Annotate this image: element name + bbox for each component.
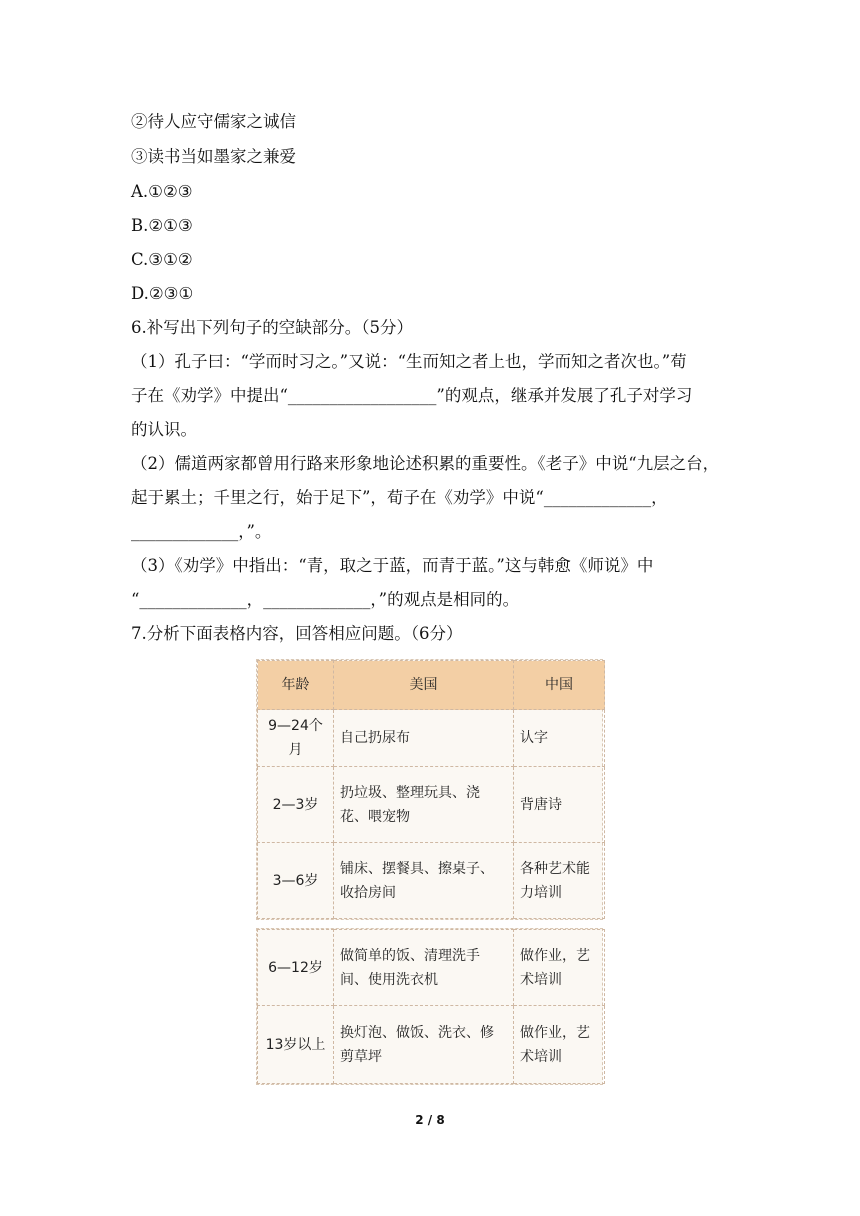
choice-c: C.③①② [131, 250, 193, 269]
cell-age: 13岁以上 [258, 1006, 334, 1084]
table-row [258, 767, 605, 843]
choice-b: B.②①③ [131, 216, 193, 235]
cell-china: 认字 [514, 710, 605, 767]
question-6-3-line1: （3）《劝学》中指出：“青，取之于蓝，而青于蓝。”这与韩愈《师说》中 [131, 556, 654, 575]
cell-china: 做作业，艺术培训 [514, 1006, 605, 1084]
comparison-table-continued [257, 929, 605, 1084]
cell-china: 做作业，艺术培训 [514, 930, 605, 1006]
cell-age: 2—3岁 [258, 767, 334, 843]
cell-age: 3—6岁 [258, 843, 334, 919]
table-row [258, 930, 605, 1006]
question-6-2-line1: （2）儒道两家都曾用行路来形象地论述积累的重要性。《老子》中说“九层之台， [131, 454, 720, 473]
question-6-1-line3: 的认识。 [131, 420, 197, 439]
cell-usa: 做简单的饭、清理洗手间、使用洗衣机 [334, 930, 514, 1006]
table-header-row [258, 661, 605, 710]
table-part-1 [256, 659, 603, 920]
table-row [258, 1006, 605, 1084]
question-6-1-line1: （1）孔子曰：“学而时习之。”又说：“生而知之者上也，学而知之者次也。”荀 [131, 352, 687, 371]
cell-usa: 扔垃圾、整理玩具、浇花、喂宠物 [334, 767, 514, 843]
option-3: ③读书当如墨家之兼爱 [131, 147, 296, 166]
table-row [258, 710, 605, 767]
table-row [258, 843, 605, 919]
question-6-title: 6.补写出下列句子的空缺部分。（5分） [131, 318, 413, 337]
cell-age: 6—12岁 [258, 930, 334, 1006]
cell-usa: 铺床、摆餐具、擦桌子、收拾房间 [334, 843, 514, 919]
cell-china: 背唐诗 [514, 767, 605, 843]
choice-d: D.②③① [131, 284, 194, 303]
table-part-2 [256, 928, 603, 1085]
page-number: 2 / 8 [415, 1113, 445, 1127]
cell-usa: 换灯泡、做饭、洗衣、修剪草坪 [334, 1006, 514, 1084]
cell-china: 各种艺术能力培训 [514, 843, 605, 919]
choice-a: A.①②③ [131, 182, 193, 201]
option-2: ②待人应守儒家之诚信 [131, 112, 296, 131]
header-usa: 美国 [334, 661, 514, 710]
question-6-3-line2: “_____________，_____________，”的观点是相同的。 [131, 590, 520, 609]
question-6-2-line2: 起于累土；千里之行，始于足下”，荀子在《劝学》中说“_____________， [131, 488, 668, 507]
question-6-1-line2: 子在《劝学》中提出“__________________”的观点，继承并发展了孔子对学习 [131, 386, 693, 405]
comparison-table [257, 660, 605, 919]
header-china: 中国 [514, 661, 605, 710]
cell-usa: 自己扔尿布 [334, 710, 514, 767]
question-7-title: 7.分析下面表格内容，回答相应问题。（6分） [131, 624, 463, 643]
header-age: 年龄 [258, 661, 334, 710]
cell-age: 9—24个月 [258, 710, 334, 767]
question-6-2-line3: _____________，”。 [131, 522, 272, 541]
